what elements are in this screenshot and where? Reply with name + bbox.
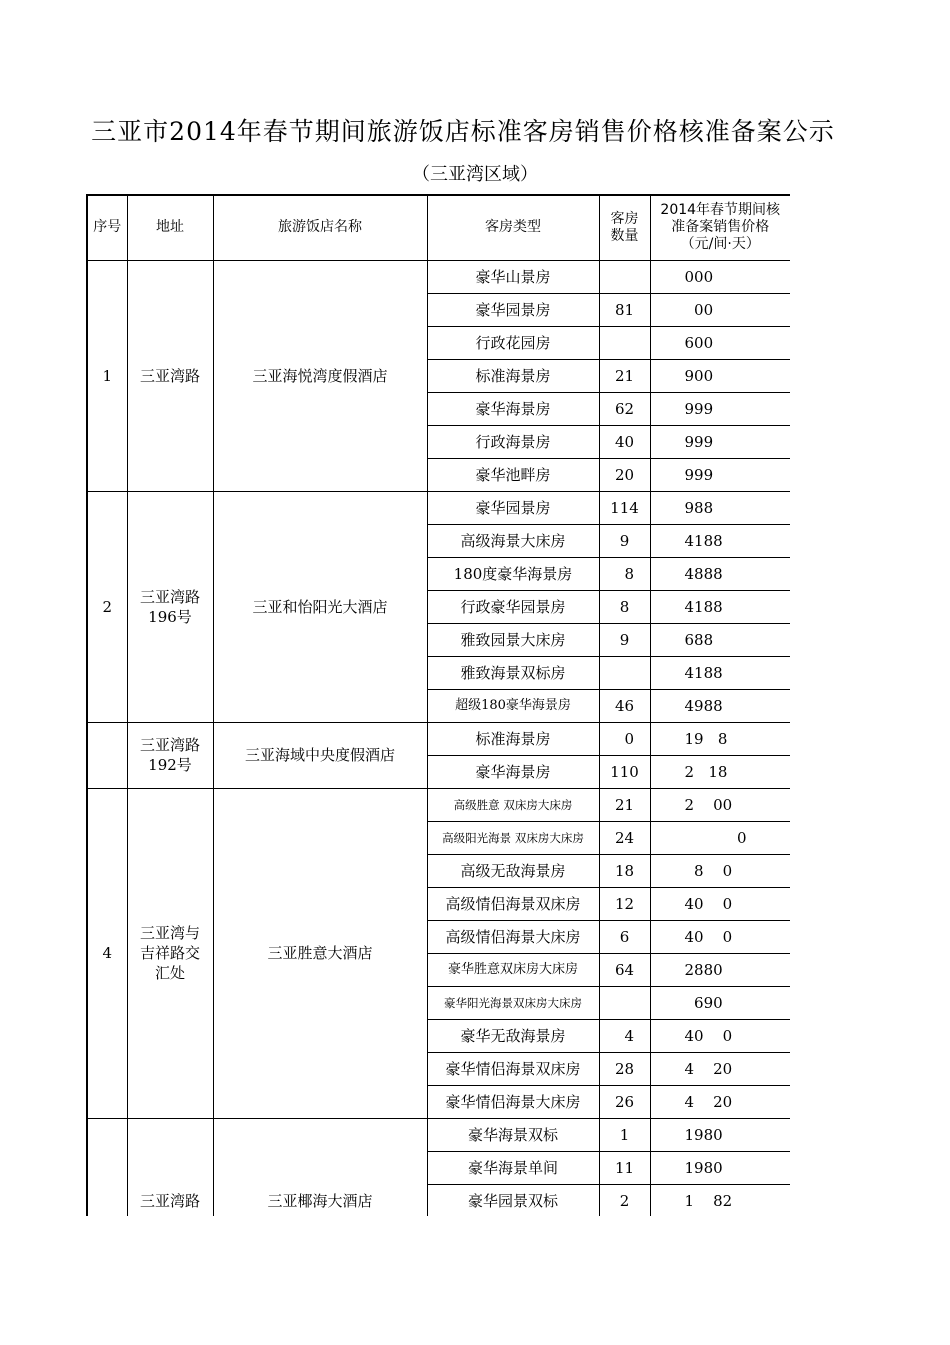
room-count: 0: [599, 722, 650, 755]
room-type: 超级180豪华海景房: [427, 689, 599, 722]
room-type: 豪华海景房: [427, 392, 599, 425]
hotel-address: 三亚湾与吉祥路交汇处: [127, 788, 213, 1118]
room-price: 4188: [650, 590, 790, 623]
room-price: 600: [650, 326, 790, 359]
room-count: 64: [599, 953, 650, 986]
room-type: 高级无敌海景房: [427, 854, 599, 887]
room-price: 900: [650, 359, 790, 392]
room-type: 豪华情侣海景双床房: [427, 1052, 599, 1085]
room-count: [599, 986, 650, 1019]
room-type: 豪华无敌海景房: [427, 1019, 599, 1052]
room-type: 行政海景房: [427, 425, 599, 458]
room-count: 20: [599, 458, 650, 491]
room-count: 21: [599, 788, 650, 821]
room-type: 雅致园景大床房: [427, 623, 599, 656]
room-price: 000: [650, 260, 790, 293]
room-count: 114: [599, 491, 650, 524]
room-price: 1980: [650, 1151, 790, 1184]
room-count: 9: [599, 524, 650, 557]
room-count: 9: [599, 623, 650, 656]
room-type: 高级海景大床房: [427, 524, 599, 557]
room-type: 高级阳光海景 双床房大床房: [427, 821, 599, 854]
room-price: 4188: [650, 524, 790, 557]
room-count: 12: [599, 887, 650, 920]
room-type: 高级胜意 双床房大床房: [427, 788, 599, 821]
hotel-name: 三亚胜意大酒店: [213, 788, 427, 1118]
room-price: 19 8: [650, 722, 790, 755]
room-price: 4188: [650, 656, 790, 689]
header-hotel: 旅游饭店名称: [213, 195, 427, 260]
hotel-address: 三亚湾路192号: [127, 722, 213, 788]
room-type: 豪华园景房: [427, 293, 599, 326]
room-type: 高级情侣海景双床房: [427, 887, 599, 920]
room-price: 4888: [650, 557, 790, 590]
room-type: 标准海景房: [427, 722, 599, 755]
room-type: 豪华海景单间: [427, 1151, 599, 1184]
hotel-index: 1: [87, 260, 127, 491]
hotel-name: 三亚海域中央度假酒店: [213, 722, 427, 788]
room-type: 豪华情侣海景大床房: [427, 1085, 599, 1118]
room-count: 4: [599, 1019, 650, 1052]
room-type: 180度豪华海景房: [427, 557, 599, 590]
room-count: 8: [599, 590, 650, 623]
room-type: 豪华池畔房: [427, 458, 599, 491]
room-count: [599, 326, 650, 359]
room-price: 690: [650, 986, 790, 1019]
room-price: 2 00: [650, 788, 790, 821]
room-price: 999: [650, 458, 790, 491]
room-type: 豪华胜意双床房大床房: [427, 953, 599, 986]
hotel-address: 三亚湾路196号: [127, 491, 213, 722]
hotel-index: 2: [87, 491, 127, 722]
room-type: 豪华海景双标: [427, 1118, 599, 1151]
room-price: 688: [650, 623, 790, 656]
room-count: [599, 656, 650, 689]
room-count: 18: [599, 854, 650, 887]
hotel-address: 三亚湾路: [127, 1118, 213, 1216]
room-type: 豪华山景房: [427, 260, 599, 293]
room-price: 2880: [650, 953, 790, 986]
room-count: [599, 260, 650, 293]
header-count: 客房数量: [599, 195, 650, 260]
room-price: 40 0: [650, 887, 790, 920]
room-price: 4 20: [650, 1052, 790, 1085]
room-price: 8 0: [650, 854, 790, 887]
room-count: 24: [599, 821, 650, 854]
room-count: 6: [599, 920, 650, 953]
room-count: 62: [599, 392, 650, 425]
room-price: 00: [650, 293, 790, 326]
room-count: 1: [599, 1118, 650, 1151]
room-price: 2 18: [650, 755, 790, 788]
hotel-address: 三亚湾路: [127, 260, 213, 491]
table-row: [87, 260, 790, 293]
room-price: 4 20: [650, 1085, 790, 1118]
room-count: 46: [599, 689, 650, 722]
room-count: 28: [599, 1052, 650, 1085]
room-price: 988: [650, 491, 790, 524]
header-room-type: 客房类型: [427, 195, 599, 260]
room-price: 1 82: [650, 1184, 790, 1216]
room-type: 豪华阳光海景双床房大床房: [427, 986, 599, 1019]
room-count: 2: [599, 1184, 650, 1216]
table-body: [87, 260, 790, 1216]
room-count: 11: [599, 1151, 650, 1184]
hotel-name: 三亚椰海大酒店: [213, 1118, 427, 1216]
room-price: 1980: [650, 1118, 790, 1151]
page-subtitle: （三亚湾区域）: [412, 164, 538, 185]
room-count: 110: [599, 755, 650, 788]
room-count: 21: [599, 359, 650, 392]
room-count: 26: [599, 1085, 650, 1118]
price-table-container: [86, 194, 790, 1216]
hotel-index: [87, 1118, 127, 1216]
room-type: 行政花园房: [427, 326, 599, 359]
table-row: [87, 1118, 790, 1151]
room-type: 高级情侣海景大床房: [427, 920, 599, 953]
room-type: 雅致海景双标房: [427, 656, 599, 689]
room-type: 豪华园景双标: [427, 1184, 599, 1216]
room-price: 999: [650, 392, 790, 425]
room-count: 8: [599, 557, 650, 590]
table-row: [87, 722, 790, 755]
room-price: 40 0: [650, 920, 790, 953]
table-row: [87, 491, 790, 524]
room-type: 豪华海景房: [427, 755, 599, 788]
room-count: 40: [599, 425, 650, 458]
price-table: [86, 194, 790, 1216]
room-price: 0: [650, 821, 790, 854]
header-price: 2014年春节期间核准备案销售价格（元/间·天）: [650, 195, 790, 260]
hotel-index: 4: [87, 788, 127, 1118]
table-row: [87, 788, 790, 821]
hotel-name: 三亚海悦湾度假酒店: [213, 260, 427, 491]
header-address: 地址: [127, 195, 213, 260]
room-type: 行政豪华园景房: [427, 590, 599, 623]
room-price: 4988: [650, 689, 790, 722]
hotel-name: 三亚和怡阳光大酒店: [213, 491, 427, 722]
page-title: 三亚市2014年春节期间旅游饭店标准客房销售价格核准备案公示: [91, 117, 835, 146]
room-type: 标准海景房: [427, 359, 599, 392]
hotel-index: [87, 722, 127, 788]
header-index: 序号: [87, 195, 127, 260]
room-count: 81: [599, 293, 650, 326]
room-price: 40 0: [650, 1019, 790, 1052]
room-price: 999: [650, 425, 790, 458]
room-type: 豪华园景房: [427, 491, 599, 524]
